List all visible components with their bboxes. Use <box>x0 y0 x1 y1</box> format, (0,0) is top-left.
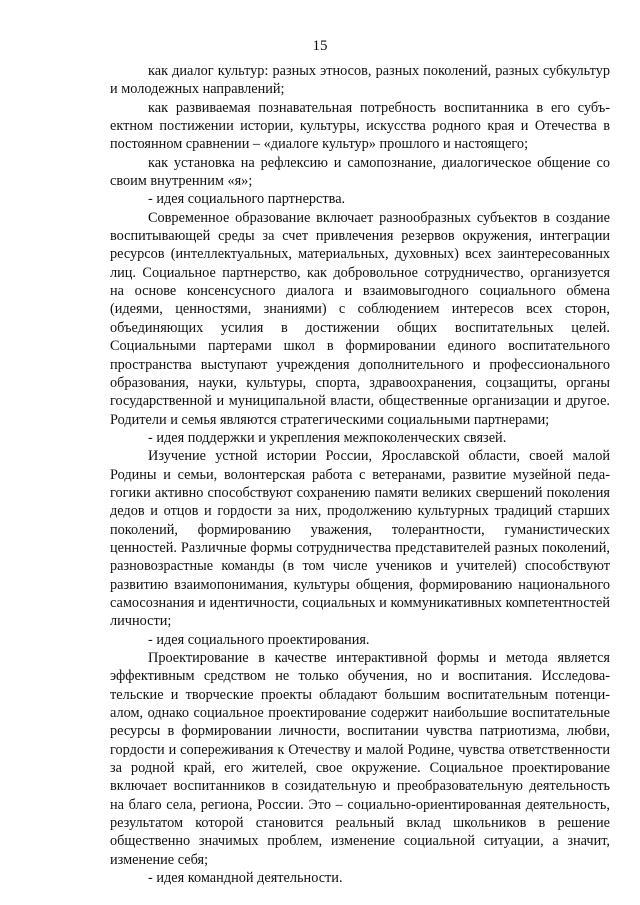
list-item-team-activity: - идея командной деятельности. <box>148 870 343 887</box>
paragraph-project-work: Проектирование в качестве интерактивной формы и метода является эффективным средством не только обучения, но и воспитания. Исследовательские и творческие проекты обладают большим воспитательным потенциалом, однако социальное проектирование содержит наибольшие воспитательные ресурсы в формировании личности, воспитании чувства патриотизма, любви, гордости и сопереживания к Отечеству и малой Родине, чувства ответственности за родной край, его жителей, свое окружение. Социальное проектирование включает воспитанников в созидательную и преобразовательную деятельность на благо села, региона, России. Это – социально-ориентированная деятельность, результатом которой становится реальный вклад школьников в решение общественно значимых проблем, изменение социальной ситуации, а значит, изменение себя; <box>110 650 610 868</box>
list-item-intergenerational-ties: - идея поддержки и укрепления межпоколенческих связей. <box>148 429 507 446</box>
paragraph-dialogue-of-cultures: как диалог культур: разных этносов, разных поколений, разных субкультур и молодежных направлений; <box>110 63 610 98</box>
page-number: 15 <box>312 38 328 54</box>
paragraph-cognitive-need: как развиваемая познавательная потребность воспитанника в его субъектном постижении истории, культуры, искусства родного края и Отечества в постоянном сравнении – «диалоге культур» прошлого и настоящего; <box>110 99 610 153</box>
document-body <box>110 62 610 887</box>
list-item-social-partnership: - идея социального партнерства. <box>148 191 346 208</box>
paragraph-reflection: как установка на рефлексию и самопознание, диалогическое общение со своим внутренним «я»; <box>110 154 610 190</box>
paragraph-oral-history: Изучение устной истории России, Ярославской области, своей малой Родины и семьи, волонтерская работа с ветеранами, развитие музейной педагогики активно способствуют сохранению памяти великих свершений поколения дедов и отцов и гордости за них, продолжению культурных традиций старших поколений, формированию уважения, толерантности, гуманистических ценностей. Различные формы сотрудничества представителей разных поколений, разновозрастные команды (в том числе учеников и учителей) способствуют развитию взаимопонимания, культуры общения, формированию национального самосознания и идентичности, социальных и коммуникативных компетентностей личности; <box>110 448 610 630</box>
paragraph-modern-education: Современное образование включает разнообразных субъектов в создание воспитывающей среды за счет привлечения резервов окружения, интеграции ресурсов (интеллектуальных, материальных, духовных) всех заинтересованных лиц. Социальное партнерство, как добровольное сотрудничество, организуется на основе консенсусного диалога и взаимовыгодного социального обмена (идеями, ценностями, знаниями) с соблюдением интересов всех сторон, объединяющих усилия в достижении общих воспитательных целей. Социальными партерами школ в формировании единого воспитательного пространства выступают учреждения дополнительного и профессионального образования, науки, культуры, спорта, здравоохранения, соцзащиты, органы государственной и муниципальной власти, общественные организации и другое. Родители и семья являются стратегическими социальными партнерами; <box>110 209 610 428</box>
list-item-social-design: - идея социального проектирования. <box>148 631 370 648</box>
